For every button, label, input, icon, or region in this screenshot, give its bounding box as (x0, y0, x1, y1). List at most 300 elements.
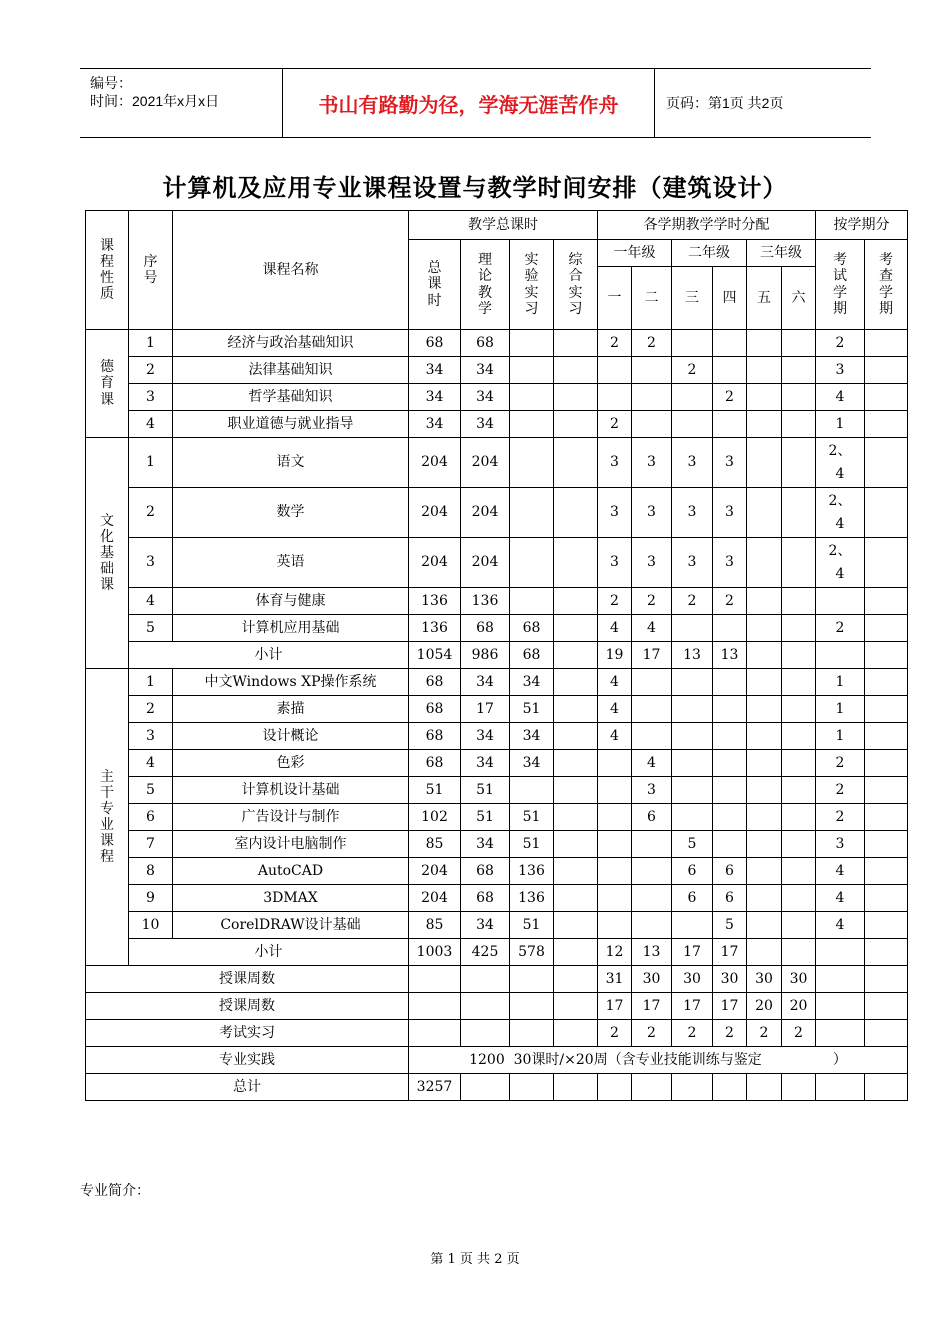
total-hours-cell: 204 (409, 858, 461, 885)
semester-hours-cell (782, 588, 816, 615)
semester-hours-cell (747, 723, 782, 750)
semester-hours-cell (782, 538, 816, 588)
semester-hours-cell: 4 (598, 696, 632, 723)
semester-hours-cell (782, 885, 816, 912)
semester-hours-cell (632, 858, 672, 885)
check-cell (865, 831, 908, 858)
semester-hours-cell (598, 750, 632, 777)
exam-cell (816, 438, 865, 488)
semester-hours-cell: 30 (632, 966, 672, 993)
header-semester-5: 五 (747, 267, 782, 330)
category-label: 主干专业课程 (100, 768, 114, 866)
seq-cell: 3 (129, 538, 173, 588)
exam-cell (816, 642, 865, 669)
semester-hours-cell: 2 (598, 330, 632, 357)
total-hours-cell: 136 (409, 588, 461, 615)
check-cell (865, 858, 908, 885)
comprehensive-hours-cell (554, 411, 598, 438)
semester-hours-cell (632, 384, 672, 411)
table-row (86, 330, 908, 357)
header-semester-group: 各学期教学学时分配 (598, 211, 816, 240)
semester-hours-cell (747, 696, 782, 723)
semester-hours-cell (672, 615, 713, 642)
seq-cell: 4 (129, 750, 173, 777)
comprehensive-hours-cell (554, 642, 598, 669)
table-row (86, 438, 908, 488)
major-intro-label: 专业简介： (80, 1183, 150, 1199)
semester-hours-cell: 6 (713, 885, 747, 912)
exam-cell (816, 966, 865, 993)
category-cell (86, 669, 129, 966)
total-hours-cell (409, 1020, 461, 1047)
semester-hours-cell (782, 777, 816, 804)
lab-hours-cell (510, 488, 554, 538)
total-hours-cell: 204 (409, 438, 461, 488)
check-cell (865, 588, 908, 615)
total-hours-cell: 68 (409, 330, 461, 357)
curriculum-table (85, 210, 908, 1101)
semester-hours-cell: 5 (713, 912, 747, 939)
total-hours-cell: 68 (409, 723, 461, 750)
total-hours-cell: 34 (409, 411, 461, 438)
header-check (865, 240, 908, 330)
semester-hours-cell (747, 939, 782, 966)
semester-hours-cell (672, 750, 713, 777)
theory-hours-cell: 34 (461, 384, 510, 411)
semester-hours-cell (782, 438, 816, 488)
theory-hours-cell: 68 (461, 615, 510, 642)
header-semester-1: 一 (598, 267, 632, 330)
theory-hours-cell: 17 (461, 696, 510, 723)
course-name-cell: 计算机设计基础 (173, 777, 409, 804)
semester-hours-cell: 30 (713, 966, 747, 993)
comprehensive-hours-cell (554, 804, 598, 831)
semester-hours-cell (672, 696, 713, 723)
course-name-cell: 3DMAX (173, 885, 409, 912)
semester-hours-cell: 3 (713, 538, 747, 588)
comprehensive-hours-cell (554, 993, 598, 1020)
exam-cell (816, 1020, 865, 1047)
empty-cell (672, 1074, 713, 1101)
semester-hours-cell (632, 411, 672, 438)
semester-hours-cell (598, 912, 632, 939)
total-hours-cell: 68 (409, 750, 461, 777)
semester-hours-cell (713, 330, 747, 357)
theory-hours-cell: 68 (461, 330, 510, 357)
summary-label-cell: 考试实习 (86, 1020, 409, 1047)
subtotal-label-cell: 小计 (129, 642, 409, 669)
semester-hours-cell: 4 (632, 615, 672, 642)
comprehensive-hours-cell (554, 885, 598, 912)
semester-hours-cell (782, 939, 816, 966)
comprehensive-hours-cell (554, 330, 598, 357)
exam-value: 2、4 (828, 493, 852, 532)
header-lab (510, 240, 554, 330)
semester-hours-cell: 2 (632, 588, 672, 615)
subtotal-row (86, 642, 908, 669)
empty-cell (461, 1074, 510, 1101)
semester-hours-cell (782, 750, 816, 777)
semester-hours-cell (782, 804, 816, 831)
course-name-cell: AutoCAD (173, 858, 409, 885)
course-name-cell: 法律基础知识 (173, 357, 409, 384)
header-comprehensive-text: 综合实习 (568, 252, 583, 317)
semester-hours-cell: 2 (632, 330, 672, 357)
course-name-cell: 经济与政治基础知识 (173, 330, 409, 357)
theory-hours-cell: 34 (461, 912, 510, 939)
header-exam-group: 按学期分 (816, 211, 908, 240)
table-row (86, 411, 908, 438)
check-cell (865, 696, 908, 723)
header-grade2: 二年级 (672, 240, 747, 267)
lab-hours-cell: 68 (510, 642, 554, 669)
semester-hours-cell: 3 (632, 777, 672, 804)
comprehensive-hours-cell (554, 384, 598, 411)
comprehensive-hours-cell (554, 939, 598, 966)
total-hours-cell: 102 (409, 804, 461, 831)
practice-label-cell: 专业实践 (86, 1047, 409, 1074)
semester-hours-cell (782, 723, 816, 750)
semester-hours-cell: 2 (598, 588, 632, 615)
semester-hours-cell (782, 696, 816, 723)
semester-hours-cell: 2 (672, 588, 713, 615)
semester-hours-cell (598, 384, 632, 411)
comprehensive-hours-cell (554, 858, 598, 885)
semester-hours-cell (747, 588, 782, 615)
seq-cell: 4 (129, 588, 173, 615)
table-row (86, 588, 908, 615)
check-cell (865, 993, 908, 1020)
check-cell (865, 438, 908, 488)
semester-hours-cell (747, 411, 782, 438)
semester-hours-cell: 3 (713, 488, 747, 538)
table-row (86, 615, 908, 642)
semester-hours-cell: 4 (598, 723, 632, 750)
table-row (86, 858, 908, 885)
semester-hours-cell: 13 (632, 939, 672, 966)
theory-hours-cell: 204 (461, 438, 510, 488)
semester-hours-cell (598, 777, 632, 804)
semester-hours-cell: 30 (782, 966, 816, 993)
table-row (86, 912, 908, 939)
semester-hours-cell (782, 912, 816, 939)
empty-cell (816, 1074, 865, 1101)
check-cell (865, 642, 908, 669)
semester-hours-cell: 2 (713, 588, 747, 615)
exam-cell: 1 (816, 696, 865, 723)
comprehensive-hours-cell (554, 966, 598, 993)
check-cell (865, 669, 908, 696)
exam-cell: 4 (816, 885, 865, 912)
check-cell (865, 966, 908, 993)
comprehensive-hours-cell (554, 538, 598, 588)
theory-hours-cell: 34 (461, 750, 510, 777)
header-total-text: 总课时 (427, 260, 442, 309)
semester-hours-cell: 2 (747, 1020, 782, 1047)
semester-hours-cell (672, 804, 713, 831)
total-hours-cell: 204 (409, 885, 461, 912)
course-name-cell: 英语 (173, 538, 409, 588)
table-row (86, 723, 908, 750)
header-divider (654, 69, 655, 137)
course-name-cell: 计算机应用基础 (173, 615, 409, 642)
header-lab-text: 实验实习 (524, 252, 539, 317)
theory-hours-cell: 34 (461, 723, 510, 750)
seq-cell: 2 (129, 696, 173, 723)
comprehensive-hours-cell (554, 488, 598, 538)
semester-hours-cell: 6 (632, 804, 672, 831)
seq-cell: 1 (129, 438, 173, 488)
total-hours-cell: 1054 (409, 642, 461, 669)
semester-hours-cell (632, 696, 672, 723)
table-row (86, 696, 908, 723)
lab-hours-cell (510, 330, 554, 357)
empty-cell (632, 1074, 672, 1101)
semester-hours-cell: 20 (782, 993, 816, 1020)
semester-hours-cell (747, 357, 782, 384)
page-footer: 第 1 页 共 2 页 (430, 1252, 520, 1267)
header-theory (461, 240, 510, 330)
course-name-cell: 体育与健康 (173, 588, 409, 615)
table-row (86, 804, 908, 831)
category-label: 德育课 (100, 359, 114, 408)
check-cell (865, 723, 908, 750)
comprehensive-hours-cell (554, 777, 598, 804)
summary-label-cell: 授课周数 (86, 966, 409, 993)
seq-cell: 3 (129, 384, 173, 411)
total-hours-cell: 34 (409, 384, 461, 411)
semester-hours-cell: 13 (713, 642, 747, 669)
semester-hours-cell (782, 669, 816, 696)
header-category (86, 211, 129, 330)
empty-cell (865, 1074, 908, 1101)
semester-hours-cell (598, 831, 632, 858)
theory-hours-cell: 986 (461, 642, 510, 669)
exam-cell (816, 538, 865, 588)
semester-hours-cell: 6 (672, 885, 713, 912)
semester-hours-cell: 6 (672, 858, 713, 885)
header-grade1: 一年级 (598, 240, 672, 267)
seq-cell: 5 (129, 777, 173, 804)
semester-hours-cell: 5 (672, 831, 713, 858)
semester-hours-cell: 3 (713, 438, 747, 488)
header-hours-group: 教学总课时 (409, 211, 598, 240)
header-exam-text: 考试学期 (833, 252, 847, 317)
semester-hours-cell (632, 669, 672, 696)
seq-cell: 2 (129, 488, 173, 538)
seq-cell: 1 (129, 669, 173, 696)
total-hours-cell: 1003 (409, 939, 461, 966)
semester-hours-cell: 2 (713, 1020, 747, 1047)
semester-hours-cell: 17 (672, 993, 713, 1020)
theory-hours-cell: 51 (461, 777, 510, 804)
practice-row (86, 1047, 908, 1074)
course-name-cell: 职业道德与就业指导 (173, 411, 409, 438)
theory-hours-cell: 68 (461, 885, 510, 912)
semester-hours-cell (632, 912, 672, 939)
lab-hours-cell: 136 (510, 858, 554, 885)
comprehensive-hours-cell (554, 669, 598, 696)
semester-hours-cell: 17 (598, 993, 632, 1020)
grand-total-label-cell: 总计 (86, 1074, 409, 1101)
exam-cell: 2 (816, 750, 865, 777)
semester-hours-cell: 17 (632, 642, 672, 669)
comprehensive-hours-cell (554, 1020, 598, 1047)
check-cell (865, 1020, 908, 1047)
check-cell (865, 538, 908, 588)
semester-hours-cell (782, 858, 816, 885)
header-seq (129, 211, 173, 330)
subtotal-row (86, 939, 908, 966)
lab-hours-cell (510, 777, 554, 804)
semester-hours-cell (782, 357, 816, 384)
semester-hours-cell (672, 384, 713, 411)
semester-hours-cell: 2 (598, 411, 632, 438)
semester-hours-cell: 31 (598, 966, 632, 993)
header-theory-text: 理论教学 (478, 252, 492, 317)
exam-cell: 1 (816, 723, 865, 750)
table-row (86, 750, 908, 777)
lab-hours-cell (510, 966, 554, 993)
page-header (80, 68, 871, 138)
semester-hours-cell: 4 (598, 669, 632, 696)
lab-hours-cell: 34 (510, 750, 554, 777)
grand-total-value-cell: 3257 (409, 1074, 461, 1101)
theory-hours-cell: 68 (461, 858, 510, 885)
header-category-text: 课程性质 (100, 237, 114, 303)
exam-cell: 1 (816, 411, 865, 438)
semester-hours-cell: 3 (672, 438, 713, 488)
comprehensive-hours-cell (554, 750, 598, 777)
semester-hours-cell: 17 (672, 939, 713, 966)
semester-hours-cell (782, 642, 816, 669)
seq-cell: 10 (129, 912, 173, 939)
exam-cell: 2 (816, 804, 865, 831)
semester-hours-cell (747, 384, 782, 411)
semester-hours-cell (782, 384, 816, 411)
semester-hours-cell: 3 (672, 538, 713, 588)
theory-hours-cell: 34 (461, 357, 510, 384)
semester-hours-cell: 3 (598, 538, 632, 588)
semester-hours-cell (713, 723, 747, 750)
semester-hours-cell: 6 (713, 858, 747, 885)
semester-hours-cell: 4 (632, 750, 672, 777)
seq-cell: 4 (129, 411, 173, 438)
lab-hours-cell (510, 588, 554, 615)
exam-cell: 2 (816, 330, 865, 357)
comprehensive-hours-cell (554, 723, 598, 750)
check-cell (865, 615, 908, 642)
course-name-cell: 语文 (173, 438, 409, 488)
semester-hours-cell (782, 411, 816, 438)
total-hours-cell: 68 (409, 669, 461, 696)
course-name-cell: 中文Windows XP操作系统 (173, 669, 409, 696)
seq-cell: 5 (129, 615, 173, 642)
check-cell (865, 750, 908, 777)
practice-text-cell: 1200 30课时/×20周（含专业技能训练与鉴定 ） (409, 1047, 908, 1074)
total-hours-cell: 85 (409, 831, 461, 858)
semester-hours-cell (598, 885, 632, 912)
lab-hours-cell: 136 (510, 885, 554, 912)
semester-hours-cell (747, 538, 782, 588)
total-hours-cell: 34 (409, 357, 461, 384)
semester-hours-cell (713, 357, 747, 384)
semester-hours-cell (782, 831, 816, 858)
semester-hours-cell: 17 (713, 939, 747, 966)
course-name-cell: 室内设计电脑制作 (173, 831, 409, 858)
exam-cell: 3 (816, 831, 865, 858)
header-exam (816, 240, 865, 330)
semester-hours-cell (632, 831, 672, 858)
semester-hours-cell: 17 (632, 993, 672, 1020)
subtotal-label-cell: 小计 (129, 939, 409, 966)
header-semester-4: 四 (713, 267, 747, 330)
seq-cell: 1 (129, 330, 173, 357)
header-total (409, 240, 461, 330)
table-row (86, 885, 908, 912)
semester-hours-cell (747, 438, 782, 488)
semester-hours-cell (713, 750, 747, 777)
exam-value: 2、4 (828, 543, 852, 582)
header-semester-3: 三 (672, 267, 713, 330)
category-cell (86, 330, 129, 438)
lab-hours-cell: 51 (510, 696, 554, 723)
motto: 书山有路勤为径，学海无涯苦作舟 (318, 93, 619, 117)
comprehensive-hours-cell (554, 357, 598, 384)
semester-hours-cell (747, 615, 782, 642)
check-cell (865, 939, 908, 966)
semester-hours-cell (747, 669, 782, 696)
semester-hours-cell (747, 804, 782, 831)
semester-hours-cell (598, 804, 632, 831)
lab-hours-cell (510, 357, 554, 384)
semester-hours-cell (747, 642, 782, 669)
course-name-cell: 色彩 (173, 750, 409, 777)
empty-cell (747, 1074, 782, 1101)
course-name-cell: 设计概论 (173, 723, 409, 750)
header-grade3: 三年级 (747, 240, 816, 267)
semester-hours-cell (598, 357, 632, 384)
semester-hours-cell: 3 (598, 438, 632, 488)
semester-hours-cell: 12 (598, 939, 632, 966)
semester-hours-cell (782, 330, 816, 357)
category-label: 文化基础课 (100, 512, 114, 594)
semester-hours-cell (782, 615, 816, 642)
table-row (86, 669, 908, 696)
theory-hours-cell (461, 966, 510, 993)
comprehensive-hours-cell (554, 615, 598, 642)
lab-hours-cell: 34 (510, 723, 554, 750)
semester-hours-cell: 19 (598, 642, 632, 669)
semester-hours-cell: 2 (632, 1020, 672, 1047)
semester-hours-cell: 20 (747, 993, 782, 1020)
semester-hours-cell (632, 357, 672, 384)
semester-hours-cell (672, 912, 713, 939)
empty-cell (598, 1074, 632, 1101)
exam-cell: 2 (816, 615, 865, 642)
check-cell (865, 804, 908, 831)
exam-cell: 4 (816, 384, 865, 411)
semester-hours-cell: 3 (632, 538, 672, 588)
exam-cell: 4 (816, 912, 865, 939)
number-label: 编号： (90, 75, 132, 91)
total-hours-cell: 204 (409, 488, 461, 538)
semester-hours-cell: 3 (632, 438, 672, 488)
semester-hours-cell (632, 885, 672, 912)
semester-hours-cell (747, 885, 782, 912)
semester-hours-cell (713, 831, 747, 858)
comprehensive-hours-cell (554, 588, 598, 615)
